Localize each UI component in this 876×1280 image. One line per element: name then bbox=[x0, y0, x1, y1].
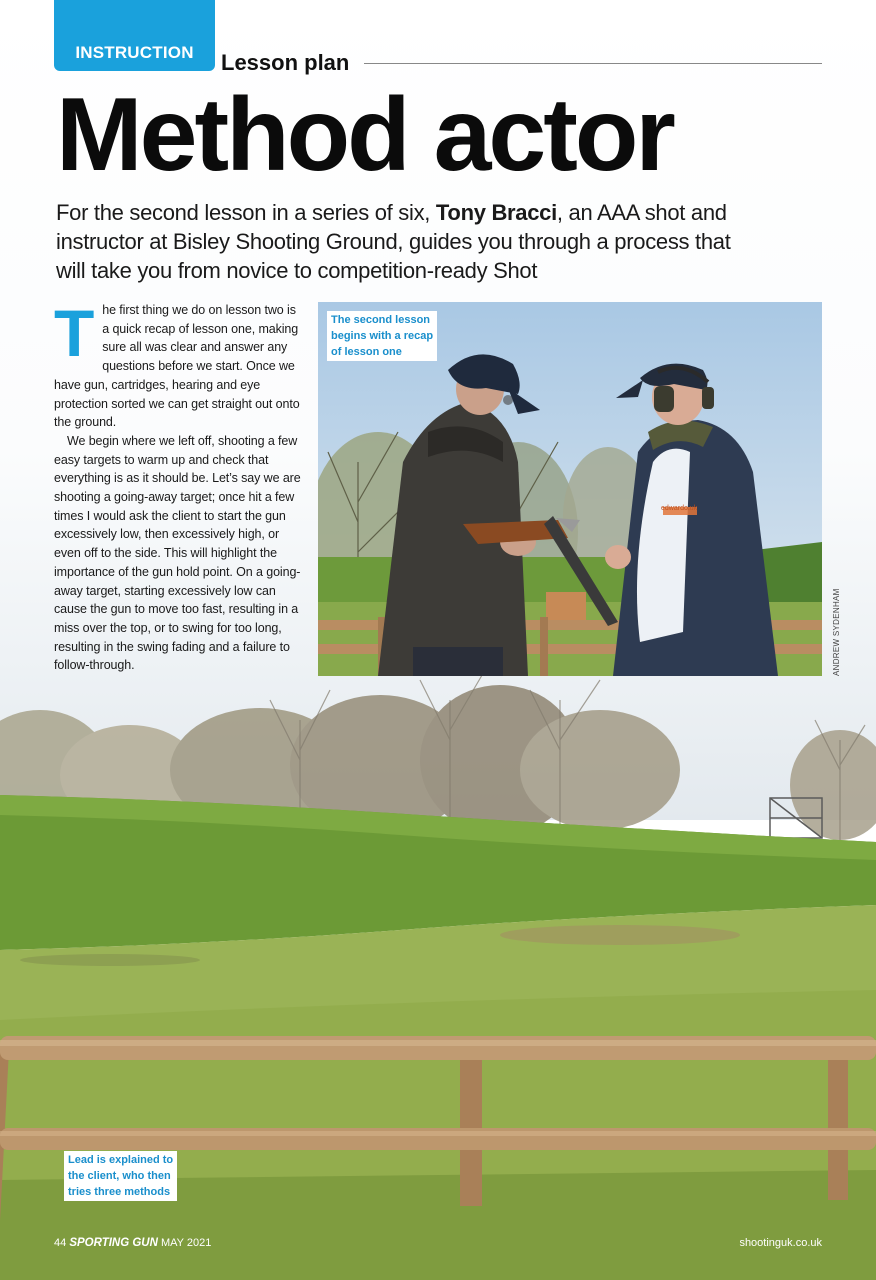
footer-website: shootinguk.co.uk bbox=[739, 1237, 822, 1249]
page-number: 44 bbox=[54, 1237, 67, 1249]
shirt-logo: edwardo.uk bbox=[661, 505, 698, 512]
standfirst: For the second lesson in a series of six, Tony Bracci, an AAA shot and instructor at Bisley Shooting Ground, guides you through a process that will take you from novice to competition-ready Shot bbox=[56, 200, 731, 283]
drop-cap: T bbox=[54, 296, 95, 370]
magazine-name: SPORTING GUN bbox=[69, 1237, 158, 1249]
caption-top: The second lesson begins with a recap of lesson one bbox=[327, 311, 437, 361]
kicker-label: Lesson plan bbox=[221, 50, 350, 75]
section-tab: INSTRUCTION bbox=[54, 0, 215, 71]
header-rule bbox=[364, 63, 822, 64]
author-name: Tony Bracci bbox=[435, 200, 557, 225]
paragraph-1: he first thing we do on lesson two is a quick recap of lesson one, making sure all was clear and answer any questions before we start. Once we have gun, cartridges, hearing and eye protection sorted we can get straight out onto the ground. bbox=[54, 303, 300, 430]
body-text bbox=[54, 296, 306, 675]
issue-date: MAY 2021 bbox=[160, 1237, 212, 1249]
caption-bottom: Lead is explained to the client, who then tries three methods bbox=[64, 1151, 177, 1201]
photo-credit: ANDREW SYDENHAM bbox=[832, 588, 841, 676]
headline: Method actor bbox=[56, 77, 673, 193]
footer-folio bbox=[54, 1237, 211, 1249]
paragraph-2: We begin where we left off, shooting a few easy targets to warm up and check that everything is as it should be. Let’s say we are shooting a going-away target; once hit a few times I would ask the client to start the gun excessively low, then excessively high, or even off to the side. This will highlight the importance of the gun hold point. On a going-away target, starting excessively low can cause the gun to move too fast, resulting in a miss over the top, or to swing for too long, resulting in the swing fading and a failure to follow-through. bbox=[54, 433, 301, 673]
